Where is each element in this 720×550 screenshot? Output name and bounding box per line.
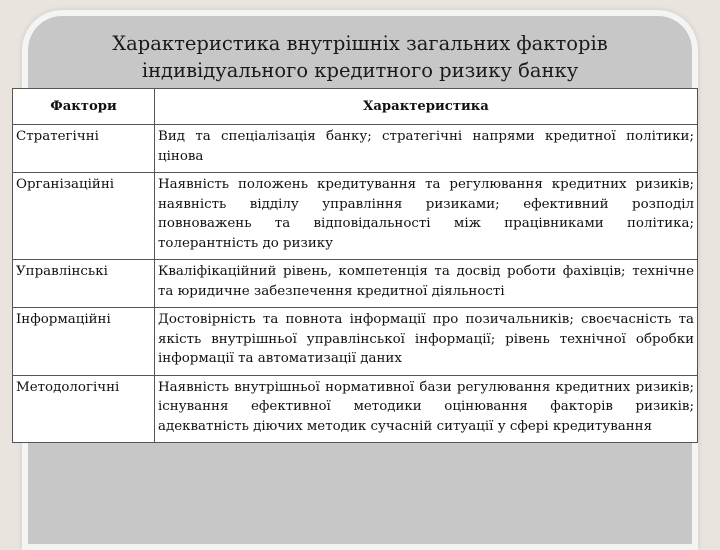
table-row <box>13 173 698 260</box>
table-row <box>13 375 698 443</box>
title-line-1: Характеристика внутрішніх загальних факторів <box>112 32 608 55</box>
description-cell: Наявність положень кредитування та регулювання кредитних ризиків; наявність відділу управління ризиками; ефективний розподіл повноважень та відповідальності між працівниками політика; толерантність до ризику <box>155 173 698 260</box>
table-row <box>13 308 698 376</box>
table-header-row <box>13 89 698 125</box>
table-row <box>13 260 698 308</box>
factor-cell: Інформаційні <box>13 308 155 376</box>
factor-cell: Організаційні <box>13 173 155 260</box>
table-row <box>13 125 698 173</box>
description-cell: Достовірність та повнота інформації про позичальників; своєчасність та якість внутрішньої управлінської інформації; рівень технічної обробки інформації та автоматизації даних <box>155 308 698 376</box>
description-cell: Вид та спеціалізація банку; стратегічні напрями кредитної політики; цінова <box>155 125 698 173</box>
slide-title <box>30 30 690 84</box>
header-characteristic: Характеристика <box>155 89 698 125</box>
factor-cell: Стратегічні <box>13 125 155 173</box>
title-line-2: індивідуального кредитного ризику банку <box>141 59 579 82</box>
factor-cell: Методологічні <box>13 375 155 443</box>
factors-table <box>12 88 698 443</box>
description-cell: Наявність внутрішньої нормативної бази регулювання кредитних ризиків; існування ефективної методики оцінювання факторів ризиків; адекватність діючих методик сучасній ситуації у сфері кредитування <box>155 375 698 443</box>
factor-cell: Управлінські <box>13 260 155 308</box>
header-factors: Фактори <box>13 89 155 125</box>
description-cell: Кваліфікаційний рівень, компетенція та досвід роботи фахівців; технічне та юридичне забезпечення кредитної діяльності <box>155 260 698 308</box>
